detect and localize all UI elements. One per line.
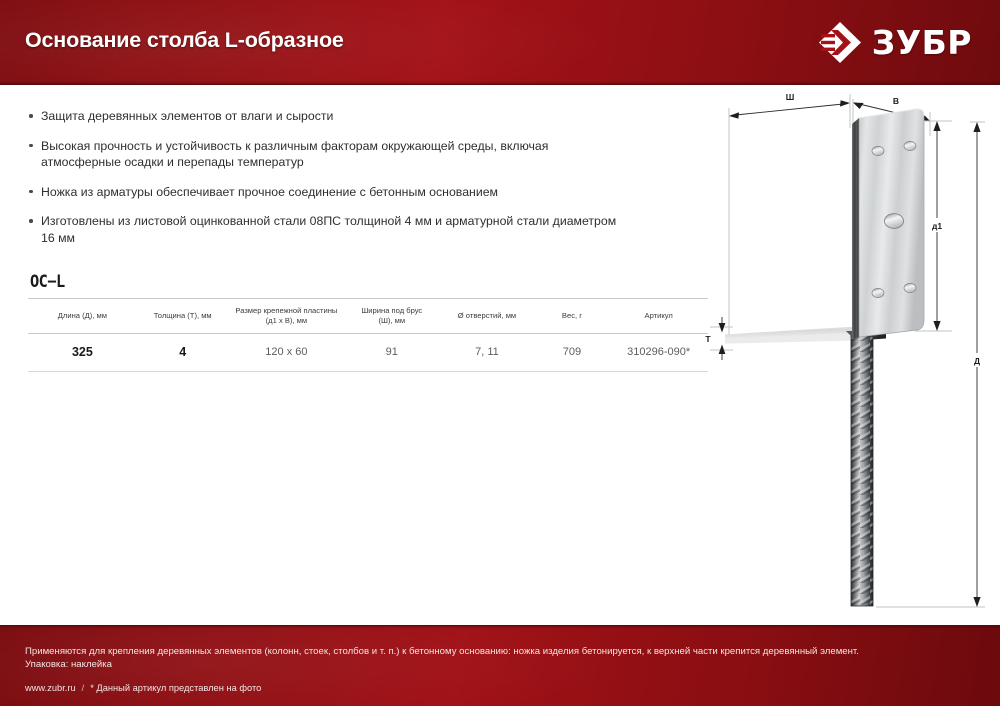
footer-article-note: * Данный артикул представлен на фото (90, 683, 262, 693)
footer-usage-text: Применяются для крепления деревянных элементов (колонн, стоек, столбов и т. п.) к бетонному основанию: ножка изделия бетонируется, к верхней части крепится деревянный элемент. (25, 646, 859, 657)
model-name: ОС−L (30, 272, 65, 292)
cell-beam-width: 91 (344, 334, 439, 372)
brand-logo (818, 21, 972, 64)
footer-packaging-text: Упаковка: наклейка (25, 659, 112, 670)
table-header-row (28, 299, 708, 334)
specifications-table (28, 298, 708, 372)
cell-thickness: 4 (137, 334, 229, 372)
feature-item: Ножка из арматуры обеспечивает прочное соединение с бетонным основанием (27, 184, 627, 201)
footer-separator: / (81, 683, 85, 693)
dimension-label-plate-height: д1 (931, 221, 943, 231)
page-header (0, 0, 1000, 85)
column-header-thickness: Толщина (Т), мм (137, 299, 229, 334)
page-title: Основание столба L-образное (25, 28, 344, 52)
feature-list (27, 108, 627, 259)
column-header-length: Длина (Д), мм (28, 299, 137, 334)
column-header-beam-width: Ширина под брус (Ш), мм (344, 299, 439, 334)
dimension-label-depth: В (892, 96, 900, 106)
footer-bottom-row (25, 682, 261, 695)
product-illustration (700, 88, 1000, 623)
column-header-plate-size: Размер крепежной пластины (д1 х В), мм (229, 299, 345, 334)
l-shaped-post-base-bracket-icon (700, 88, 1000, 623)
footer-website-link[interactable]: www.zubr.ru (25, 683, 76, 693)
page-footer (0, 625, 1000, 706)
column-header-weight: Вес, г (535, 299, 610, 334)
dimension-label-width: Ш (785, 92, 795, 102)
brand-name: ЗУБР (871, 23, 972, 62)
dimension-label-thickness: Т (705, 334, 711, 344)
cell-hole-diameter: 7, 11 (439, 334, 534, 372)
cell-article: 310296-090* (609, 334, 708, 372)
cell-plate-size: 120 x 60 (229, 334, 345, 372)
column-header-article: Артикул (609, 299, 708, 334)
ribbed-rebar-leg-icon (846, 331, 878, 606)
cell-weight: 709 (535, 334, 610, 372)
vertical-mounting-plate (852, 109, 924, 339)
feature-item: Высокая прочность и устойчивость к различным факторам окружающей среды, включая атмосферные осадки и перепады температур (27, 138, 627, 171)
column-header-hole-diameter: Ø отверстий, мм (439, 299, 534, 334)
zubr-diamond-arrow-logo-icon (818, 21, 862, 64)
dimension-label-total-length: Д (973, 356, 981, 366)
table-row (28, 334, 708, 372)
cell-length: 325 (28, 334, 137, 372)
feature-item: Защита деревянных элементов от влаги и сырости (27, 108, 627, 125)
dimension-width-top (729, 92, 850, 338)
feature-item: Изготовлены из листовой оцинкованной стали 08ПС толщиной 4 мм и арматурной стали диаметром 16 мм (27, 213, 627, 246)
